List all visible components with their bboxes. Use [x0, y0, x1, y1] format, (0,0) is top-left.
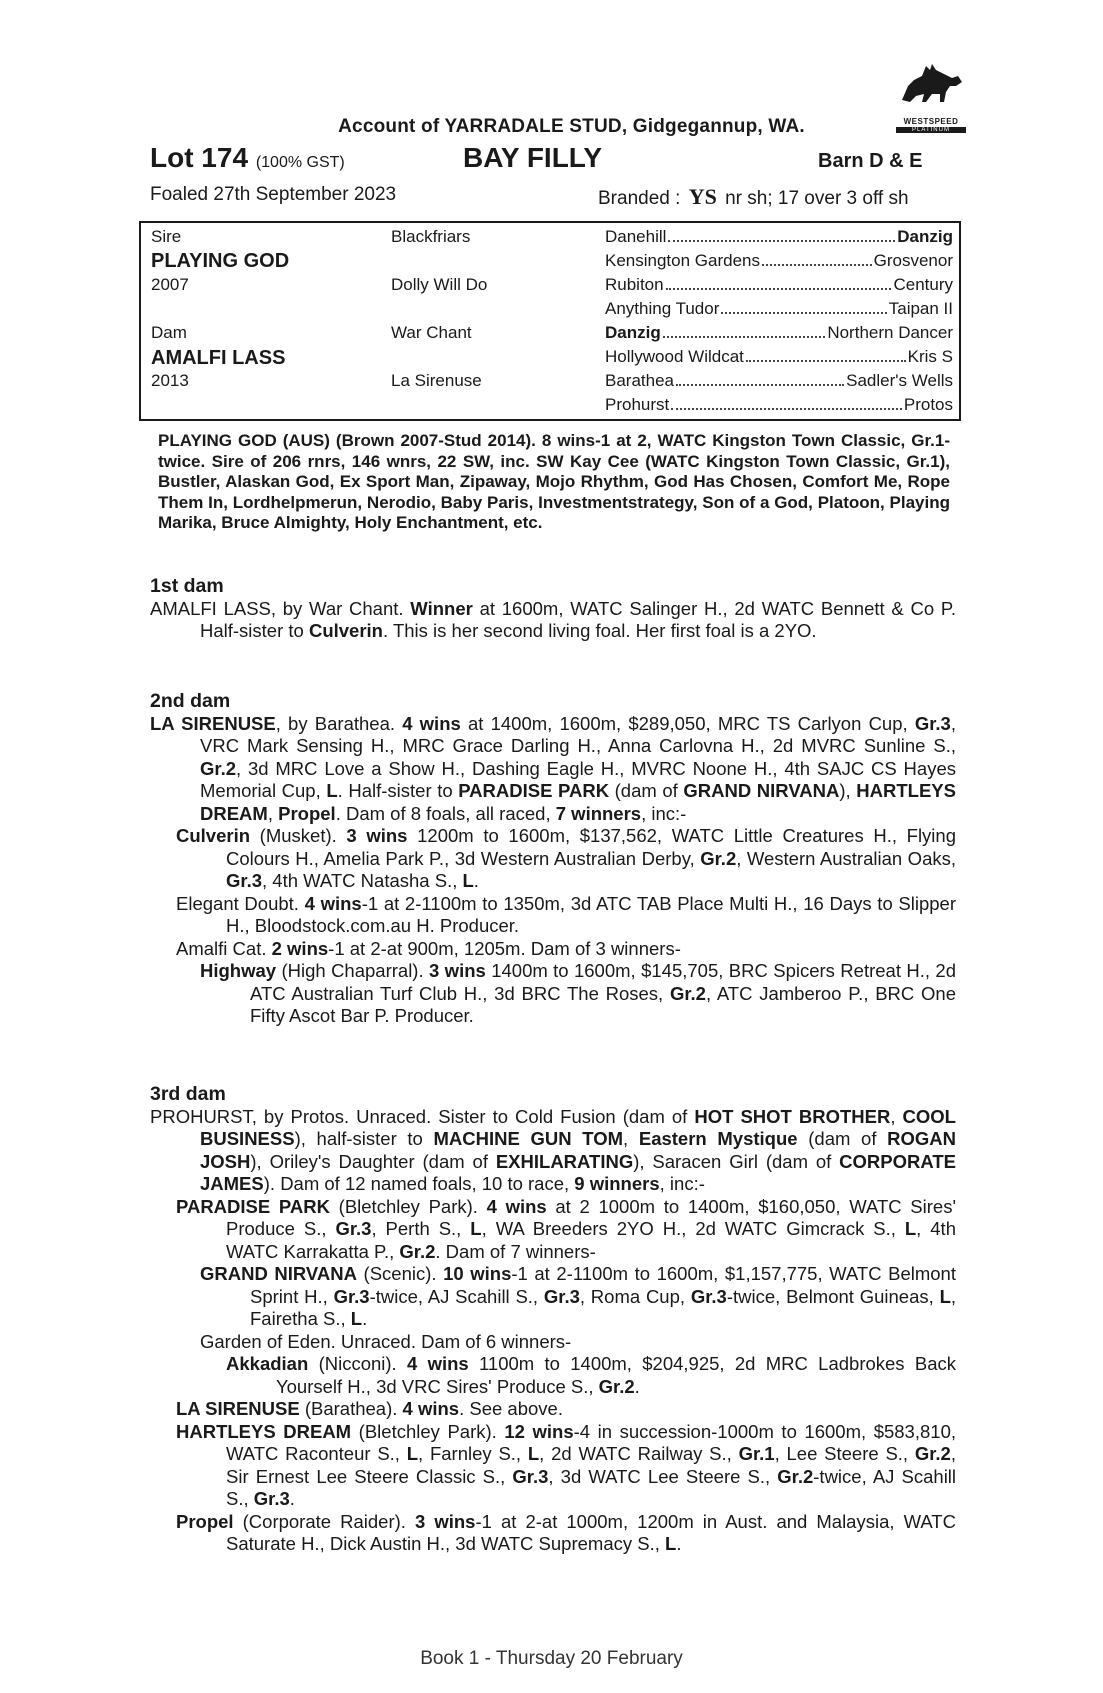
- ancestor-right: Northern Dancer: [827, 323, 953, 342]
- sire-dam: Dolly Will Do: [391, 275, 488, 294]
- section-heading: 3rd dam: [150, 1083, 226, 1105]
- sire-name: PLAYING GOD: [151, 250, 290, 272]
- ancestor-right: Kris S: [907, 347, 953, 366]
- ancestor-left: Hollywood Wildcat: [605, 347, 744, 366]
- progeny-entry: HARTLEYS DREAM (Bletchley Park). 12 wins-4 in succession-1000m to 1600m, $583,810, WATC Raconteur S., L, Farnley S., L, 2d WATC Railway S., Gr.1, Lee Steere S., Gr.2, Sir Ernest Lee Steere Classic S., Gr.3, 3d WATC Lee Steere S., Gr.2-twice, AJ Scahill S., Gr.3.: [176, 1420, 957, 1509]
- ancestor-right: Century: [893, 275, 953, 294]
- gst-note: (100% GST): [255, 154, 345, 171]
- branded-label: Branded :: [598, 188, 681, 209]
- progeny-entry: Culverin (Musket). 3 wins 1200m to 1600m, $137,562, WATC Little Creatures H., Flying Colours H., Amelia Park P., 3d Western Australian Derby, Gr.2, Western Australian Oaks, Gr.3, 4th WATC Natasha S., L.: [176, 825, 956, 891]
- progeny-entry: GRAND NIRVANA (Scenic). 10 wins-1 at 2-1100m to 1600m, $1,157,775, WATC Belmont Sprint H., Gr.3-twice, AJ Scahill S., Gr.3, Roma Cup, Gr.3-twice, Belmont Guineas, L, Fairetha S., L.: [200, 1263, 957, 1329]
- third-dam-section: [150, 1083, 956, 1556]
- progeny-entry: Elegant Doubt. 4 wins-1 at 2-1100m to 1350m, 3d ATC TAB Place Multi H., 16 Days to Slipper H., Bloodstock.com.au H. Producer.: [176, 892, 956, 936]
- horse-icon: [896, 56, 966, 112]
- dam-paragraph: PROHURST, by Protos. Unraced. Sister to Cold Fusion (dam of HOT SHOT BROTHER, COOL BUSINESS), half-sister to MACHINE GUN TOM, Eastern Mystique (dam of ROGAN JOSH), Oriley's Daughter (dam of EXHILARATING), Saracen Girl (dam of CORPORATE JAMES). Dam of 12 named foals, 10 to race, 9 winners, inc:-: [150, 1105, 957, 1194]
- progeny-entry: Garden of Eden. Unraced. Dam of 6 winners-: [200, 1330, 572, 1352]
- sire-year: 2007: [151, 275, 189, 294]
- barn-location: Barn D & E: [818, 150, 923, 172]
- logo-tier: PLATINUM: [896, 127, 966, 133]
- progeny-entry: LA SIRENUSE (Barathea). 4 wins. See above.: [176, 1398, 563, 1419]
- ancestor-left: Anything Tudor: [605, 299, 720, 318]
- second-dam-section: [150, 690, 956, 1028]
- first-dam-section: [150, 575, 956, 643]
- dam-paragraph: AMALFI LASS, by War Chant. Winner at 1600m, WATC Salinger H., 2d WATC Bennett & Co P. Half-sister to Culverin. This is her second living foal. Her first foal is a 2YO.: [150, 597, 956, 641]
- ancestor-row: [605, 251, 953, 271]
- dam-sire: War Chant: [391, 323, 472, 342]
- section-heading: 1st dam: [150, 575, 224, 597]
- logo-brand: WESTSPEED: [903, 117, 959, 126]
- progeny-entry: Propel (Corporate Raider). 3 wins-1 at 2-at 1000m, 1200m in Aust. and Malaysia, WATC Saturate H., Dick Austin H., 3d WATC Supremacy S., L.: [176, 1510, 956, 1554]
- lot-number: [150, 142, 345, 174]
- ancestor-row: [605, 275, 953, 295]
- ancestor-right: Grosvenor: [873, 251, 953, 270]
- dam-label: Dam: [151, 323, 187, 342]
- ancestor-row: [605, 227, 953, 247]
- ancestor-right: Taipan II: [888, 299, 953, 318]
- pedigree-table: [139, 221, 961, 421]
- sire-label: Sire: [151, 227, 182, 246]
- dam-year: 2013: [151, 371, 189, 390]
- ancestor-left: Prohurst: [605, 395, 670, 414]
- branding-info: [598, 184, 909, 210]
- page-footer: Book 1 - Thursday 20 February: [420, 1648, 683, 1669]
- progeny-entry: Amalfi Cat. 2 wins-1 at 2-at 900m, 1205m. Dam of 3 winners-: [176, 937, 681, 959]
- ancestor-row: [605, 371, 953, 391]
- brand-mark-icon: YS: [688, 184, 717, 209]
- progeny-entry: PARADISE PARK (Bletchley Park). 4 wins at 2 1000m to 1400m, $160,050, WATC Sires' Produce S., Gr.3, Perth S., L, WA Breeders 2YO H., 2d WATC Gimcrack S., L, 4th WATC Karrakatta P., Gr.2. Dam of 7 winners-: [176, 1195, 956, 1262]
- dam-paragraph: LA SIRENUSE, by Barathea. 4 wins at 1400m, 1600m, $289,050, MRC TS Carlyon Cup, Gr.3, VRC Mark Sensing H., MRC Grace Darling H., Anna Carlovna H., 2d MVRC Sunline S., Gr.2, 3d MRC Love a Show H., Dashing Eagle H., MVRC Noone H., 4th SAJC CS Hayes Memorial Cup, L. Half-sister to PARADISE PARK (dam of GRAND NIRVANA), HARTLEYS DREAM, Propel. Dam of 8 foals, all raced, 7 winners, inc:-: [150, 712, 956, 824]
- foaled-date: Foaled 27th September 2023: [150, 184, 397, 205]
- vendor-account: Account of YARRADALE STUD, Gidgegannup, WA.: [338, 116, 805, 137]
- ancestor-right: Sadler's Wells: [846, 371, 953, 390]
- ancestor-left: Kensington Gardens: [605, 251, 760, 270]
- ancestor-row: [605, 323, 953, 343]
- dam-name: AMALFI LASS: [151, 347, 286, 369]
- sire-summary: PLAYING GOD (AUS) (Brown 2007-Stud 2014). 8 wins-1 at 2, WATC Kingston Town Classic, Gr.1-twice. Sire of 206 rnrs, 146 wnrs, 22 SW, inc. SW Kay Cee (WATC Kingston Town Classic, Gr.1), Bustler, Alaskan God, Ex Sport Man, Zipaway, Mojo Rhythm, God Has Chosen, Comfort Me, Rope Them In, Lordhelpmerun, Nerodio, Baby Paris, Investmentstrategy, Son of a God, Platoon, Playing Marika, Bruce Almighty, Holy Enchantment, etc.: [158, 431, 950, 532]
- horse-description: BAY FILLY: [463, 142, 603, 173]
- ancestor-left: Danzig: [605, 323, 661, 342]
- ancestor-right: Danzig: [897, 227, 953, 246]
- ancestor-row: [605, 299, 953, 319]
- sire-sire: Blackfriars: [391, 227, 471, 246]
- ancestor-left: Danehill: [605, 227, 667, 246]
- progeny-entry: Highway (High Chaparral). 3 wins 1400m to 1600m, $145,705, BRC Spicers Retreat H., 2d ATC Australian Turf Club H., 3d BRC The Roses, Gr.2, ATC Jamberoo P., BRC One Fifty Ascot Bar P. Producer.: [200, 960, 956, 1026]
- ancestor-left: Barathea: [605, 371, 674, 390]
- section-heading: 2nd dam: [150, 690, 231, 712]
- progeny-entry: Akkadian (Nicconi). 4 wins 1100m to 1400m, $204,925, 2d MRC Ladbrokes Back Yourself H., 3d VRC Sires' Produce S., Gr.2.: [226, 1353, 956, 1397]
- ancestor-right: Protos: [903, 395, 953, 414]
- ancestor-row: [605, 347, 953, 367]
- dam-dam: La Sirenuse: [391, 371, 482, 390]
- ancestor-row: [605, 395, 953, 415]
- branded-detail: nr sh; 17 over 3 off sh: [725, 188, 909, 209]
- ancestor-left: Rubiton: [605, 275, 664, 294]
- lot-label: Lot 174: [150, 142, 249, 173]
